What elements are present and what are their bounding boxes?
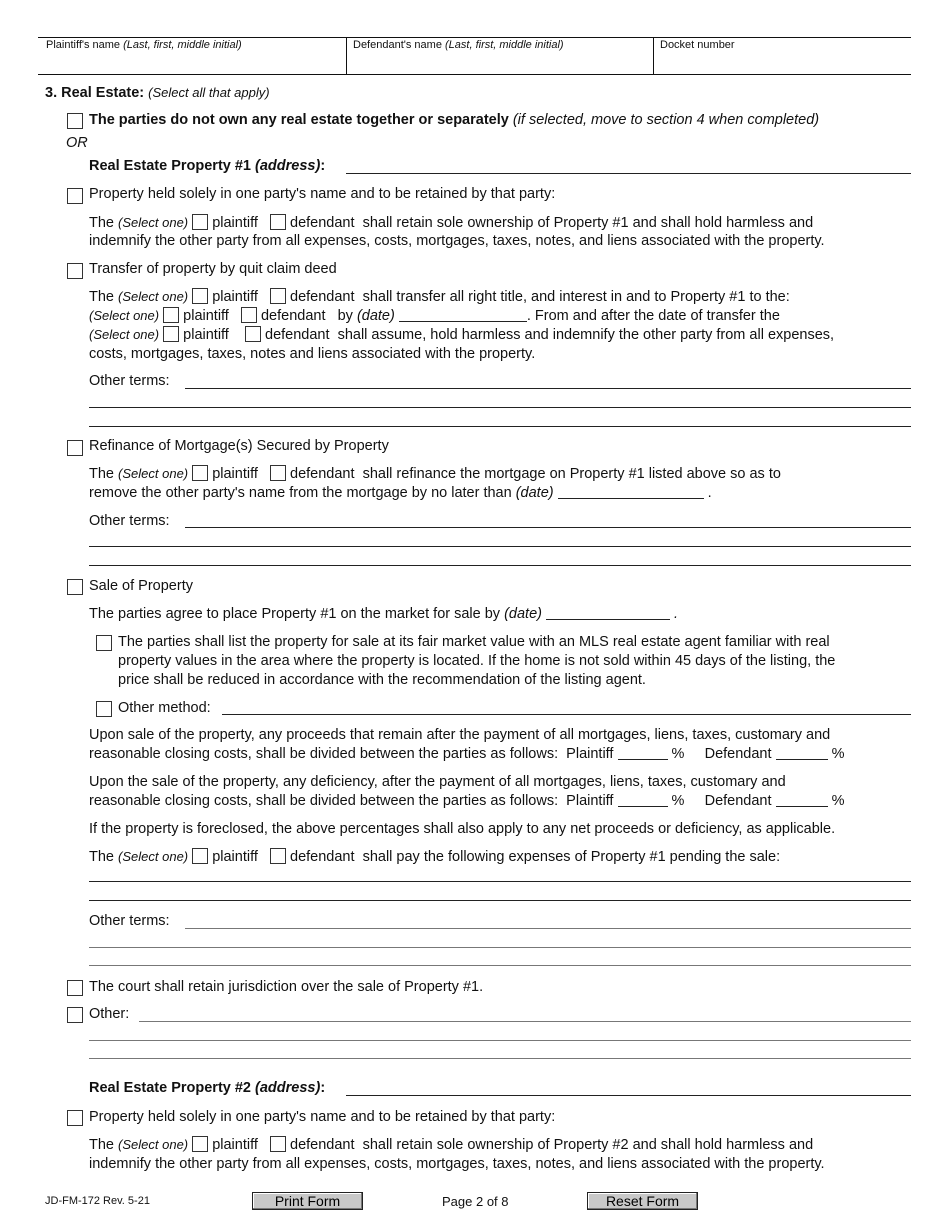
p1-refinance-date-input[interactable] [558, 485, 704, 499]
p1-sale-checkbox[interactable] [67, 579, 83, 595]
p2-held-line1: The (Select one) plaintiff defendant shall retain sole ownership of Property #2 and shall hold harmless and [89, 1137, 814, 1153]
plaintiff-name-field[interactable] [42, 37, 342, 75]
p1-proceeds-plaintiff-percent-input[interactable] [618, 746, 668, 760]
p1-refinance-line2: remove the other party's name from the mortgage by no later than (date) . [89, 485, 712, 501]
print-form-button[interactable]: Print Form [252, 1192, 363, 1210]
p1-refinance-checkbox[interactable] [67, 440, 83, 456]
p1-jurisdiction-label: The court shall retain jurisdiction over the sale of Property #1. [89, 979, 484, 995]
p1-transfer-to-defendant-checkbox[interactable] [241, 307, 257, 323]
p1-refinance-other-terms-input[interactable] [89, 546, 911, 547]
no-real-estate-label: The parties do not own any real estate together or separately (if selected, move to section 4 when completed) [89, 112, 820, 128]
p1-transfer-line1: The (Select one) plaintiff defendant shall transfer all right title, and interest in and to Property #1 to the: [89, 289, 790, 305]
p1-sale-other-terms-label: Other terms: [89, 913, 170, 929]
p1-assume-plaintiff-checkbox[interactable] [163, 326, 179, 342]
p1-held-plaintiff-checkbox[interactable] [192, 214, 208, 230]
p1-held-line1: The (Select one) plaintiff defendant shall retain sole ownership of Property #1 and shall hold harmless and [89, 215, 814, 231]
p1-other-checkbox[interactable] [67, 1007, 83, 1023]
p1-refinance-other-terms-label: Other terms: [89, 513, 170, 529]
p1-assume-defendant-checkbox[interactable] [245, 326, 261, 342]
p1-sale-deficiency-line1: Upon the sale of the property, any deficiency, after the payment of all mortgages, liens, taxes, customary and [89, 774, 786, 790]
p1-held-checkbox[interactable] [67, 188, 83, 204]
p1-sale-proceeds-line1: Upon sale of the property, any proceeds that remain after the payment of all mortgages, liens, taxes, customary and [89, 727, 831, 743]
p1-sale-other-terms-input[interactable] [89, 965, 911, 966]
p1-transfer-to-plaintiff-checkbox[interactable] [163, 307, 179, 323]
p1-other-input[interactable] [139, 1021, 911, 1022]
p1-deficiency-defendant-percent-input[interactable] [776, 793, 828, 807]
p1-held-defendant-checkbox[interactable] [270, 214, 286, 230]
p1-refinance-other-terms-input[interactable] [89, 565, 911, 566]
docket-number-field[interactable] [656, 37, 910, 75]
property1-address-input[interactable] [346, 173, 911, 174]
plaintiff-name-label: Plaintiff's name [46, 39, 121, 51]
defendant-name-label: Defendant's name [353, 39, 442, 51]
p1-other-input[interactable] [89, 1058, 911, 1059]
p1-transfer-other-terms-input[interactable] [185, 388, 911, 389]
p1-sale-mls-line1: The parties shall list the property for sale at its fair market value with an MLS real estate agent familiar with real [118, 634, 830, 650]
p1-sale-other-terms-input[interactable] [89, 947, 911, 948]
no-real-estate-checkbox[interactable] [67, 113, 83, 129]
p1-transfer-date-input[interactable] [399, 308, 527, 322]
p1-proceeds-defendant-percent-input[interactable] [776, 746, 828, 760]
p2-held-checkbox[interactable] [67, 1110, 83, 1126]
property1-heading: Real Estate Property #1 (address): [89, 158, 326, 174]
p1-expenses-input[interactable] [89, 900, 911, 901]
p1-other-input[interactable] [89, 1040, 911, 1041]
p1-transfer-other-terms-input[interactable] [89, 407, 911, 408]
defendant-name-field[interactable] [349, 37, 649, 75]
p1-sale-other-method-input[interactable] [222, 714, 911, 715]
defendant-name-hint: (Last, first, middle initial) [445, 39, 564, 51]
p1-refinance-defendant-checkbox[interactable] [270, 465, 286, 481]
p1-transfer-line2: (Select one) plaintiff defendant by (date) . From and after the date of transfer the [89, 308, 780, 324]
p1-sale-mls-line2: property values in the area where the property is located. If the home is not sold within 45 days of the listing, the [118, 653, 836, 669]
property2-address-input[interactable] [346, 1095, 911, 1096]
p1-sale-foreclosed-line: If the property is foreclosed, the above percentages shall also apply to any net proceeds or deficiency, as applicable. [89, 821, 836, 837]
p1-transfer-other-terms-label: Other terms: [89, 373, 170, 389]
p1-deficiency-plaintiff-percent-input[interactable] [618, 793, 668, 807]
p1-sale-date-input[interactable] [546, 606, 670, 620]
p1-refinance-label: Refinance of Mortgage(s) Secured by Property [89, 438, 389, 454]
p2-held-plaintiff-checkbox[interactable] [192, 1136, 208, 1152]
p1-transfer-checkbox[interactable] [67, 263, 83, 279]
p1-sale-mls-checkbox[interactable] [96, 635, 112, 651]
p1-transfer-other-terms-input[interactable] [89, 426, 911, 427]
p1-jurisdiction-checkbox[interactable] [67, 980, 83, 996]
p1-other-label: Other: [89, 1006, 130, 1022]
header-divider [653, 37, 654, 75]
p1-sale-other-method-checkbox[interactable] [96, 701, 112, 717]
header-divider [346, 37, 347, 75]
p1-transfer-defendant-checkbox[interactable] [270, 288, 286, 304]
p2-held-defendant-checkbox[interactable] [270, 1136, 286, 1152]
p1-expenses-defendant-checkbox[interactable] [270, 848, 286, 864]
form-id: JD-FM-172 Rev. 5-21 [45, 1195, 150, 1207]
p1-refinance-other-terms-input[interactable] [185, 527, 911, 528]
page-number: Page 2 of 8 [442, 1194, 509, 1209]
p1-refinance-line1: The (Select one) plaintiff defendant shall refinance the mortgage on Property #1 listed above so as to [89, 466, 781, 482]
p1-sale-deficiency-line2: reasonable closing costs, shall be divided between the parties as follows: Plaintiff % Defendant % [89, 793, 845, 809]
p1-transfer-plaintiff-checkbox[interactable] [192, 288, 208, 304]
p1-held-label: Property held solely in one party's name and to be retained by that party: [89, 186, 556, 202]
p2-held-line2: indemnify the other party from all expenses, costs, mortgages, taxes, notes, and liens associated with the property. [89, 1156, 825, 1172]
p1-sale-expenses-line: The (Select one) plaintiff defendant shall pay the following expenses of Property #1 pending the sale: [89, 849, 781, 865]
p1-sale-market-line: The parties agree to place Property #1 on the market for sale by (date) . [89, 606, 679, 622]
p2-held-label: Property held solely in one party's name and to be retained by that party: [89, 1109, 556, 1125]
p1-sale-label: Sale of Property [89, 578, 193, 594]
reset-form-button[interactable]: Reset Form [587, 1192, 698, 1210]
docket-number-label: Docket number [660, 39, 735, 51]
p1-transfer-line3: (Select one) plaintiff defendant shall assume, hold harmless and indemnify the other party from all expenses, [89, 327, 835, 343]
p1-sale-other-method-label: Other method: [118, 700, 211, 716]
p1-transfer-label: Transfer of property by quit claim deed [89, 261, 337, 277]
p1-sale-mls-line3: price shall be reduced in accordance with the recommendation of the listing agent. [118, 672, 646, 688]
p1-sale-proceeds-line2: reasonable closing costs, shall be divided between the parties as follows: Plaintiff % Defendant % [89, 746, 845, 762]
p1-held-line2: indemnify the other party from all expenses, costs, mortgages, taxes, notes, and liens associated with the property. [89, 233, 825, 249]
p1-refinance-plaintiff-checkbox[interactable] [192, 465, 208, 481]
p1-expenses-input[interactable] [89, 881, 911, 882]
or-label: OR [66, 135, 88, 151]
p1-sale-other-terms-input[interactable] [185, 928, 911, 929]
section-title: 3. Real Estate: (Select all that apply) [45, 85, 270, 101]
property2-heading: Real Estate Property #2 (address): [89, 1080, 326, 1096]
p1-expenses-plaintiff-checkbox[interactable] [192, 848, 208, 864]
plaintiff-name-hint: (Last, first, middle initial) [123, 39, 242, 51]
p1-transfer-line4: costs, mortgages, taxes, notes and liens associated with the property. [89, 346, 536, 362]
